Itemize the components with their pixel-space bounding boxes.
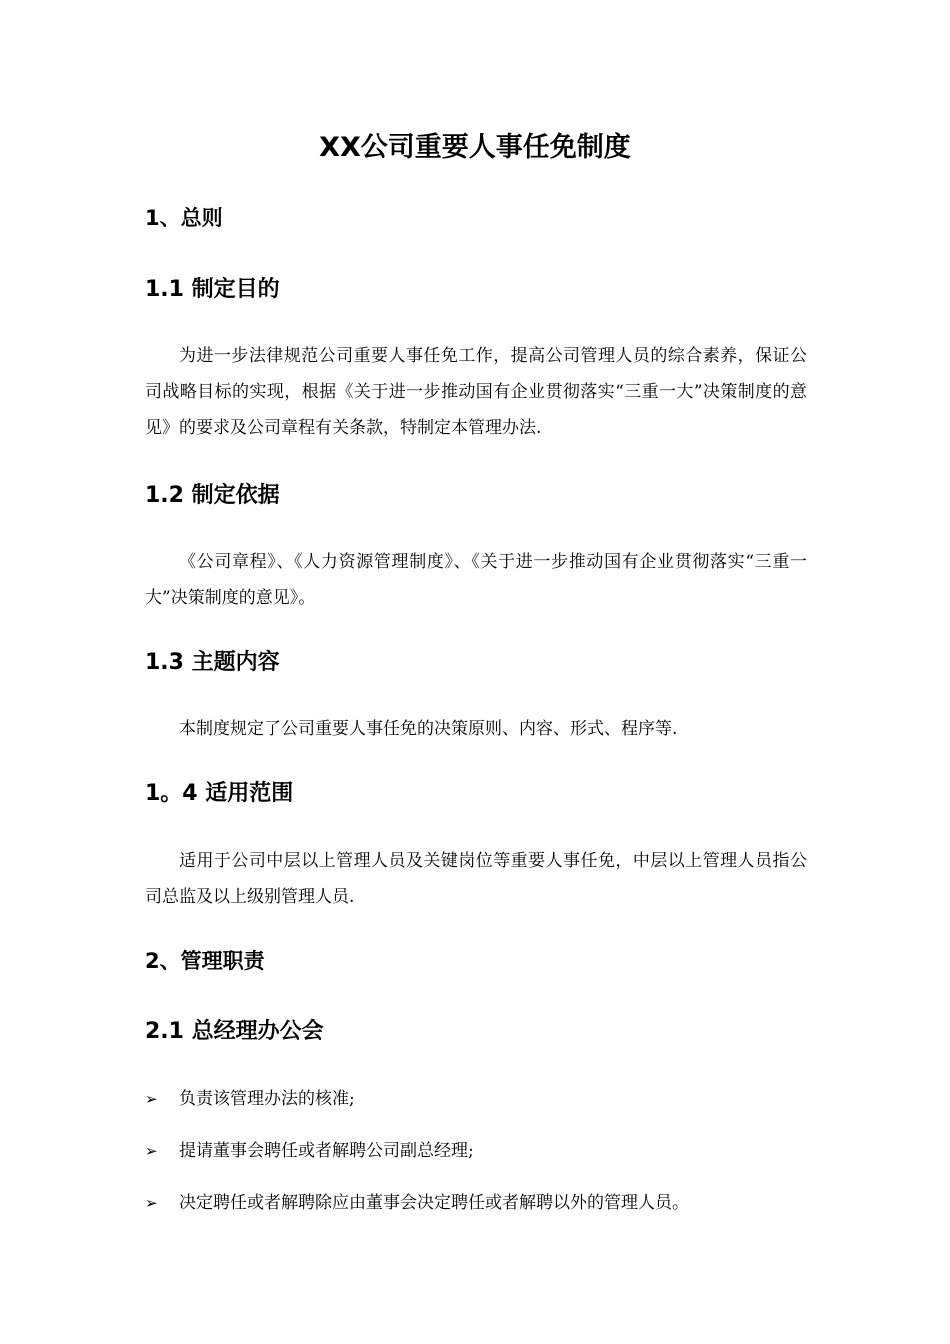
list-item: [145, 1188, 807, 1218]
list-item-text: 决定聘任或者解聘除应由董事会决定聘任或者解聘以外的管理人员。: [179, 1193, 689, 1213]
subsection-heading-content: 1.3 主题内容: [145, 650, 280, 675]
subsection-heading-gm-office: 2.1 总经理办公会: [145, 1019, 324, 1044]
paragraph-scope: 适用于公司中层以上管理人员及关键岗位等重要人事任免，中层以上管理人员指公司总监及以上级别管理人员.: [145, 851, 807, 907]
list-item: [145, 1136, 807, 1166]
list-item-text: 负责该管理办法的核准;: [179, 1089, 355, 1109]
list-item: [145, 1084, 807, 1114]
arrowhead-bullet-icon: ➢: [145, 1142, 158, 1160]
paragraph-purpose: 为进一步法律规范公司重要人事任免工作，提高公司管理人员的综合素养，保证公司战略目标的实现，根据《关于进一步推动国有企业贯彻落实“三重一大”决策制度的意见》的要求及公司章程有关条款，特制定本管理办法.: [145, 346, 807, 438]
paragraph-basis: 《公司章程》、《人力资源管理制度》、《关于进一步推动国有企业贯彻落实“三重一大”决策制度的意见》。: [145, 552, 807, 608]
arrowhead-bullet-icon: ➢: [145, 1194, 158, 1212]
paragraph-content: 本制度规定了公司重要人事任免的决策原则、内容、形式、程序等.: [179, 719, 678, 739]
subsection-heading-basis: 1.2 制定依据: [145, 483, 280, 508]
document-title: XX公司重要人事任免制度: [319, 132, 631, 163]
subsection-heading-scope: 1。4 适用范围: [145, 781, 294, 806]
section-heading-responsibilities: 2、管理职责: [145, 949, 265, 973]
arrowhead-bullet-icon: ➢: [145, 1090, 158, 1108]
list-item-text: 提请董事会聘任或者解聘公司副总经理;: [179, 1141, 474, 1161]
section-heading-general: 1、总则: [145, 206, 223, 230]
subsection-heading-purpose: 1.1 制定目的: [145, 277, 280, 302]
